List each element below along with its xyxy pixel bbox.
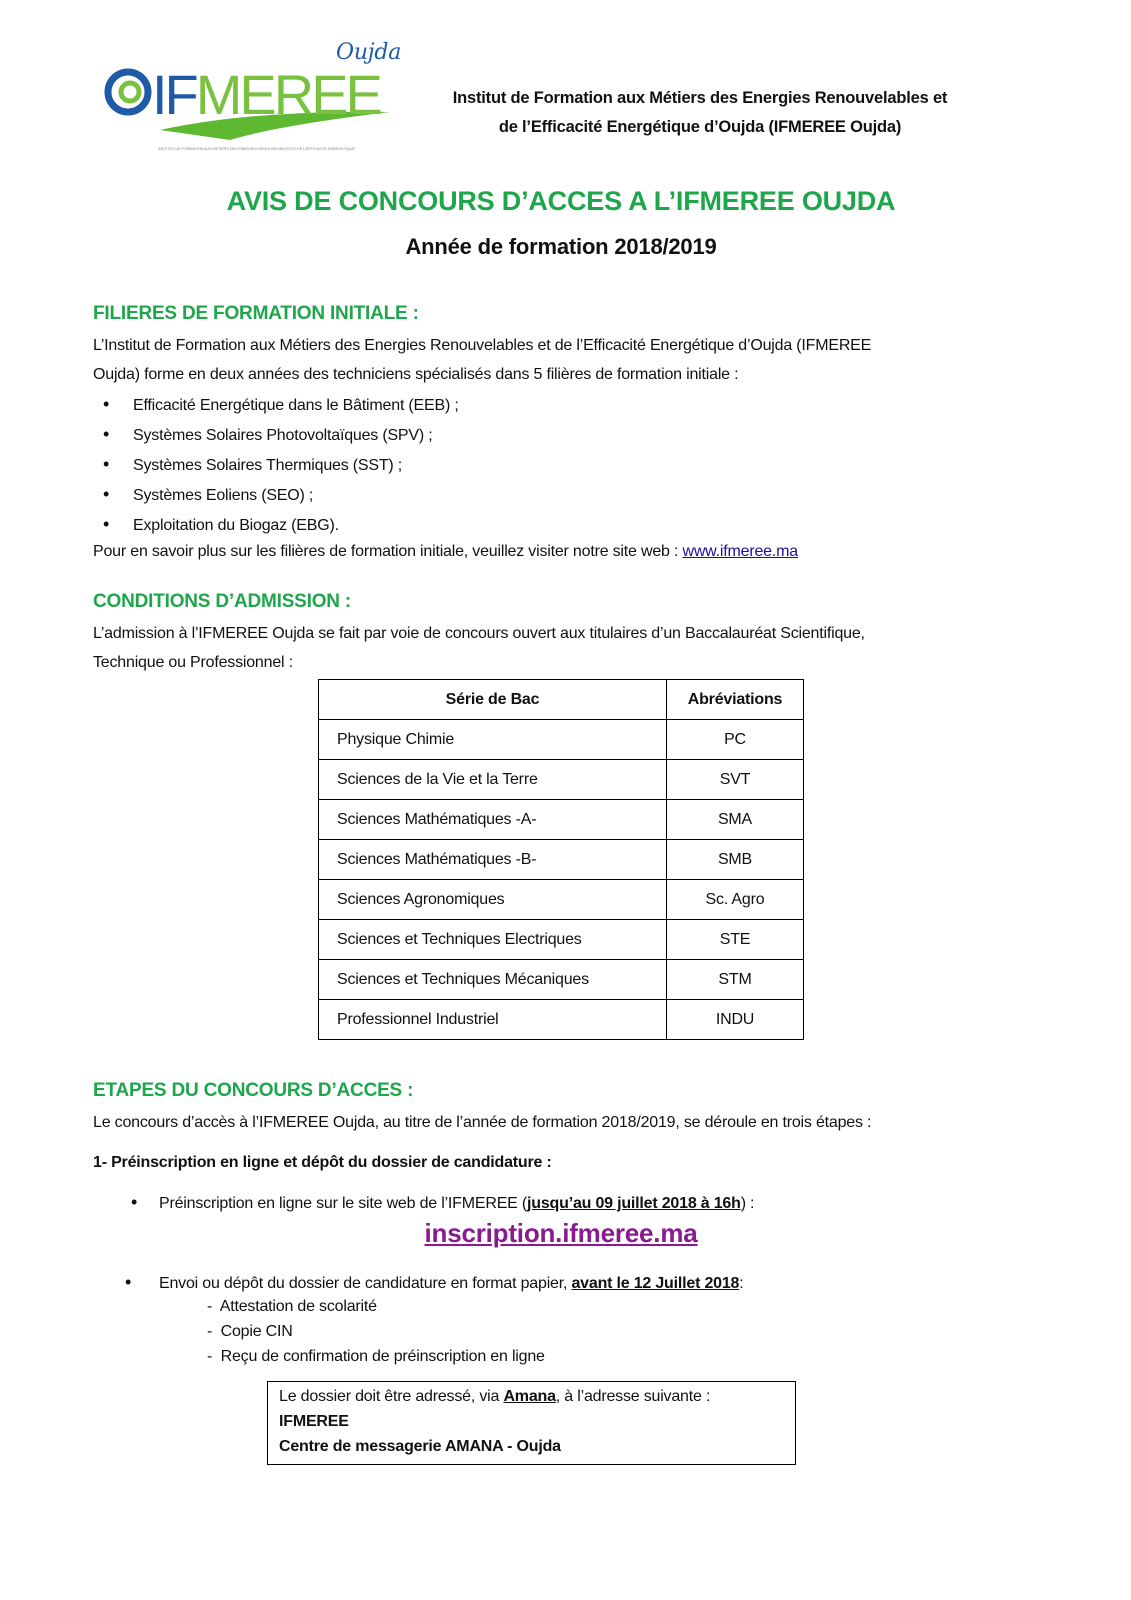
logo-subtitle: INSTITUT DE FORMATION AUX METIERS DES ENERGIES RENOUVELABLES ET DE L'EFFICACITE ENERGETIQUE (158, 146, 355, 151)
table-row (319, 880, 804, 920)
step-1-heading: 1- Préinscription en ligne et dépôt du dossier de candidature : (93, 1154, 552, 1171)
list-item: • Systèmes Eoliens (SEO) ; (103, 479, 459, 509)
document-label: Copie CIN (220, 1323, 293, 1340)
cell: Sciences Agronomiques (319, 880, 667, 920)
cell: STM (667, 960, 804, 1000)
column-header: Abréviations (667, 680, 804, 720)
table-row (319, 960, 804, 1000)
table-row (319, 920, 804, 960)
cell: Sciences de la Vie et la Terre (319, 760, 667, 800)
list-item: • Efficacité Energétique dans le Bâtiment (EEB) ; (103, 389, 459, 419)
website-link[interactable]: www.ifmeree.ma (682, 543, 798, 560)
etapes-intro: Le concours d’accès à l’IFMEREE Oujda, au titre de l’année de formation 2018/2019, se déroule en trois étapes : (93, 1114, 872, 1131)
bullet-icon: • (125, 1272, 132, 1292)
table-row (319, 760, 804, 800)
cell: Sciences et Techniques Electriques (319, 920, 667, 960)
address-line-1 (279, 1384, 795, 1409)
preinscription-item (131, 1192, 754, 1213)
table-row (319, 1000, 804, 1040)
cell: STE (667, 920, 804, 960)
cell: Sciences et Techniques Mécaniques (319, 960, 667, 1000)
cell: PC (667, 720, 804, 760)
cell: Sciences Mathématiques -B- (319, 840, 667, 880)
bac-series-table (318, 679, 804, 1040)
logo-text: MEREE (195, 63, 380, 126)
conditions-text-2: Technique ou Professionnel : (93, 654, 293, 671)
cell: Sciences Mathématiques -A- (319, 800, 667, 840)
logo-text-if: IF (152, 63, 196, 126)
preinscription-deadline: jusqu’au 09 juillet 2018 à 16h (527, 1195, 741, 1212)
inscription-link[interactable]: inscription.ifmeree.ma (424, 1218, 698, 1248)
cell: Physique Chimie (319, 720, 667, 760)
document-item: - Attestation de scolarité (207, 1298, 377, 1315)
more-info (93, 543, 798, 561)
conditions-text-1: L’admission à l’IFMEREE Oujda se fait par voie de concours ouvert aux titulaires d’un Baccalauréat Scientifique, (93, 625, 865, 642)
page-subtitle: Année de formation 2018/2019 (405, 234, 717, 259)
document-label: Attestation de scolarité (219, 1298, 377, 1315)
address-line-3: Centre de messagerie AMANA - Oujda (279, 1438, 561, 1455)
etapes-heading: ETAPES DU CONCOURS D’ACCES : (93, 1080, 414, 1101)
table-row (319, 840, 804, 880)
document-item: - Reçu de confirmation de préinscription en ligne (207, 1348, 545, 1365)
preinscription-end: ) : (740, 1195, 755, 1212)
cell: SMB (667, 840, 804, 880)
filieres-intro-2: Oujda) forme en deux années des techniciens spécialisés dans 5 filières de formation initiale : (93, 366, 739, 383)
cell: SVT (667, 760, 804, 800)
conditions-heading: CONDITIONS D’ADMISSION : (93, 591, 352, 612)
institute-line-1: Institut de Formation aux Métiers des Energies Renouvelables et (452, 89, 948, 107)
table-header-row (319, 680, 804, 720)
amana-label: Amana (503, 1388, 556, 1405)
table-row (319, 800, 804, 840)
institute-name (410, 84, 990, 142)
address-text: , à l’adresse suivante : (555, 1388, 711, 1405)
envoi-deadline: avant le 12 Juillet 2018 (571, 1275, 740, 1292)
filieres-list (103, 389, 459, 539)
more-info-text: Pour en savoir plus sur les filières de formation initiale, veuillez visiter notre site web : (93, 543, 683, 560)
list-item: • Systèmes Solaires Thermiques (SST) ; (103, 449, 459, 479)
cell: Sc. Agro (667, 880, 804, 920)
column-header: Série de Bac (319, 680, 667, 720)
cell: SMA (667, 800, 804, 840)
address-box (267, 1381, 796, 1465)
filieres-heading: FILIERES DE FORMATION INITIALE : (93, 303, 419, 324)
ifmeree-logo (100, 40, 400, 160)
logo-city: Oujda (336, 40, 402, 65)
preinscription-text: Préinscription en ligne sur le site web de l’IFMEREE ( (159, 1195, 528, 1212)
address-line-2: IFMEREE (279, 1413, 349, 1430)
list-item: • Exploitation du Biogaz (EBG). (103, 509, 459, 539)
address-text: Le dossier doit être adressé, via (279, 1388, 504, 1405)
envoi-item (125, 1272, 743, 1293)
document-label: Reçu de confirmation de préinscription en ligne (220, 1348, 545, 1365)
cell: INDU (667, 1000, 804, 1040)
envoi-end: : (739, 1275, 744, 1292)
institute-line-2: de l’Efficacité Energétique d’Oujda (IFMEREE Oujda) (498, 118, 902, 136)
bullet-icon: • (131, 1192, 138, 1212)
envoi-text: Envoi ou dépôt du dossier de candidature en format papier, (159, 1275, 572, 1292)
document-item: - Copie CIN (207, 1323, 293, 1340)
cell: Professionnel Industriel (319, 1000, 667, 1040)
table-row (319, 720, 804, 760)
filieres-intro-1: L’Institut de Formation aux Métiers des Energies Renouvelables et de l’Efficacité Energétique d’Oujda (IFMEREE (93, 337, 872, 354)
page-title: AVIS DE CONCOURS D’ACCES A L’IFMEREE OUJDA (226, 186, 896, 216)
list-item: • Systèmes Solaires Photovoltaïques (SPV) ; (103, 419, 459, 449)
